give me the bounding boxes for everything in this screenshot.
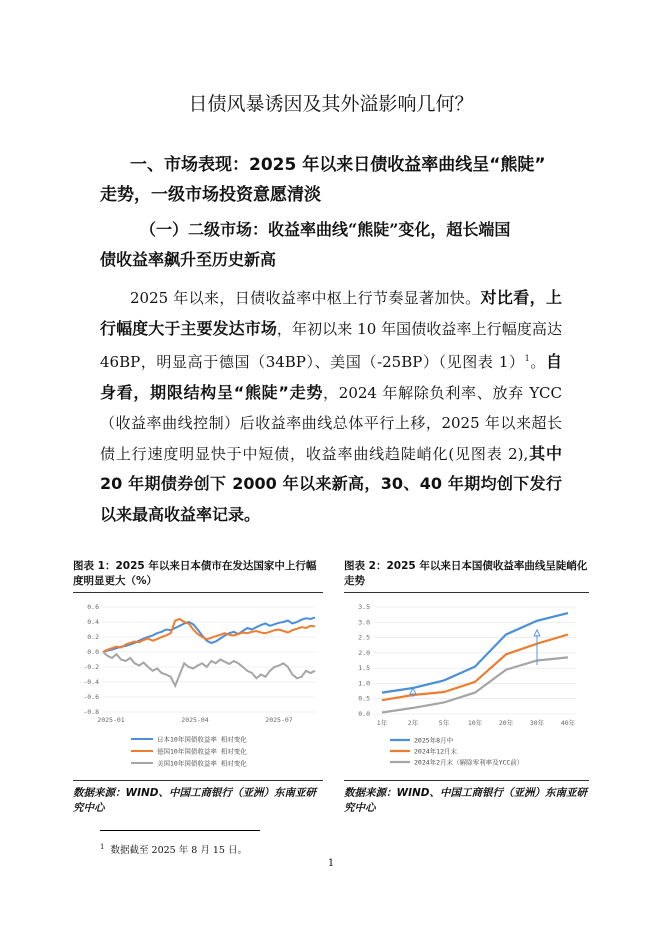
para-emphasis-3: 其中 20 年期债券创下 2000 年以来新高，30、40 年期均创下发行以来最高收益率记录。 — [100, 443, 562, 524]
figure2-y-tick-label: 2.0 — [358, 648, 370, 657]
figure2-legend — [390, 736, 523, 767]
figure2-legend-label: 2024年12月末 — [414, 747, 457, 756]
figure2-title: 图表 2：2025 年以来日本国债收益率曲线呈陡峭化走势 — [344, 560, 588, 587]
figure2-x-tick-label: 40年 — [560, 719, 576, 727]
figure1-y-tick-label: 0.6 — [87, 603, 99, 611]
figure1-y-tick-label: -0.6 — [83, 693, 99, 701]
section-heading — [100, 150, 570, 210]
figure2-y-tick-label: 0.0 — [358, 710, 370, 718]
figure1-y-tick-label: 0.2 — [87, 633, 99, 641]
figure2-chart — [344, 597, 589, 777]
page-title: 日债风暴诱因及其外溢影响几何？ — [188, 93, 474, 115]
figure2-legend-label: 2025年8月中 — [414, 736, 454, 745]
figure1-series-line-2 — [103, 619, 315, 652]
figure1-source: 数据来源：WIND、中国工商银行（亚洲）东南亚研究中心 — [73, 787, 316, 814]
figure1-legend-label: 日本10年国债收益率 相对变化 — [157, 735, 247, 744]
figure1-bottom-rule — [73, 780, 323, 781]
figure2-x-tick-label: 1年 — [376, 719, 388, 727]
figure2-series — [382, 613, 568, 712]
figure2-x-tick-label: 2年 — [407, 719, 419, 727]
figure1-legend-label: 德国10年国债收益率 相对变化 — [157, 747, 247, 756]
footnote-text: 数据截至 2025 年 8 月 15 日。 — [110, 845, 247, 856]
figure1-x-tick-label: 2025-04 — [181, 716, 209, 724]
footnote-rule — [100, 830, 260, 831]
footnote — [100, 842, 247, 856]
figure2-bottom-rule — [344, 780, 589, 781]
subsection-heading-line1: （一）二级市场：收益率曲线“熊陡”变化，超长端国 — [140, 220, 511, 239]
figure2-x-tick-label: 5年 — [438, 719, 450, 727]
figure2-x-tick-label: 30年 — [529, 719, 545, 727]
figure1-y-tick-label: -0.8 — [83, 708, 99, 716]
figure1-x-ticks — [97, 716, 292, 724]
figure2-top-rule — [344, 592, 589, 593]
subsection-heading — [100, 215, 570, 275]
figure1-y-tick-label: -0.2 — [83, 663, 99, 671]
figure1-x-tick-label: 2025-01 — [97, 716, 125, 724]
figure2-y-tick-label: 1.5 — [358, 664, 370, 673]
figure2-legend-label: 2024年2月末（解除零利率及YCC前） — [414, 758, 524, 767]
para-sentence-2: ，年初以来 10 年国债收益率上行幅度高达 46BP，明显高于德国（34BP）、美国（-25BP）（见图表 1） — [100, 319, 562, 371]
figure2-x-ticks — [377, 718, 576, 727]
figure1-y-ticks — [83, 603, 99, 716]
para-sentence-1: 2025 年以来，日债收益率中枢上行节奏显著加快。 — [130, 289, 481, 307]
section-heading-line2: 走势，一级市场投资意愿清淡 — [100, 185, 321, 205]
section-heading-line1: 一、市场表现：2025 年以来日债收益率曲线呈“熊陡” — [130, 155, 546, 175]
body-paragraph — [100, 283, 562, 530]
page-number: 1 — [327, 858, 335, 869]
figure2-source: 数据来源：WIND、中国工商银行（亚洲）东南亚研究中心 — [344, 787, 587, 814]
para-emphasis-2: 自身看，期限结构呈“熊陡”走势 — [100, 352, 562, 402]
figure1-legend — [131, 735, 247, 768]
para-emphasis-1: 对比看，上行幅度大于主要发达市场 — [100, 288, 562, 338]
figure1-y-tick-label: -0.4 — [83, 678, 99, 686]
figure1-series — [103, 618, 315, 686]
footnote-marker: 1 — [100, 842, 105, 851]
figure1-chart — [73, 597, 323, 777]
figure1-series-line-3 — [103, 652, 315, 686]
figure1-top-rule — [73, 592, 323, 593]
subsection-heading-line2: 债收益率飙升至历史新高 — [100, 250, 277, 269]
figure2-y-tick-label: 1.0 — [358, 679, 370, 688]
figure2-y-tick-label: 3.5 — [358, 603, 370, 611]
figure2-y-tick-label: 2.5 — [358, 633, 370, 642]
figure2-y-tick-label: 3.0 — [358, 618, 370, 627]
para-sentence-3: 。 — [529, 353, 546, 371]
figure1-title: 图表 1：2025 年以来日本债市在发达国家中上行幅度明显更大（%） — [73, 560, 317, 587]
figure1-legend-label: 美国10年国债收益率 相对变化 — [157, 759, 247, 768]
figure2-x-tick-label: 20年 — [498, 719, 514, 727]
figure1-y-tick-label: 0.4 — [87, 618, 99, 626]
figure1-series-line-1 — [103, 618, 315, 653]
figure2-x-tick-label: 10年 — [467, 719, 483, 727]
figure1-y-tick-label: 0.0 — [87, 648, 99, 656]
figure2-y-tick-label: 0.5 — [358, 694, 370, 703]
para-sentence-4: ，2024 年解除负利率、放弃 YCC（收益率曲线控制）后收益率曲线总体平行上移，2025 年以来超长债上行速度明显快于中短债，收益率曲线趋陡峭化(见图表 2), — [100, 383, 562, 463]
figure2-arrows — [410, 630, 540, 697]
figure1-x-tick-label: 2025-07 — [265, 716, 293, 724]
footnote-ref[interactable]: 1 — [524, 354, 530, 363]
figure2-y-ticks — [358, 603, 370, 718]
